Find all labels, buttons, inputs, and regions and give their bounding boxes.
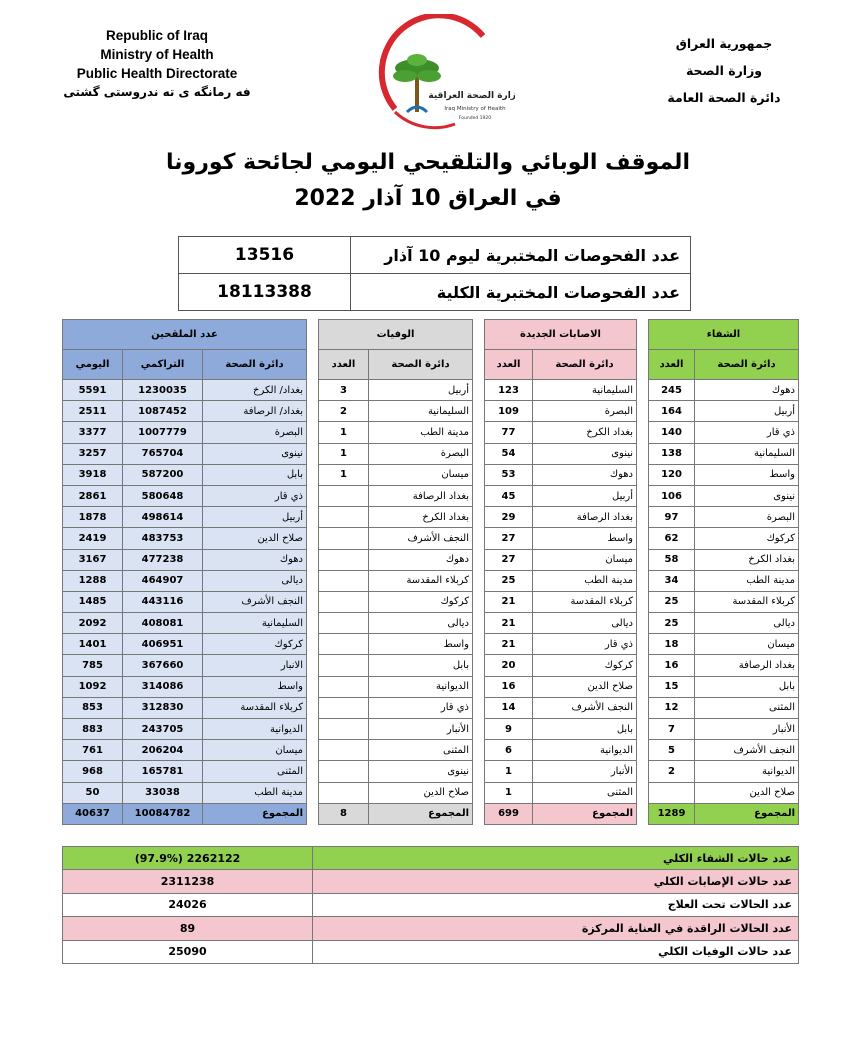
table-row <box>63 782 799 803</box>
new-cases-count-cell: 53 <box>485 464 533 485</box>
under-treatment-label: عدد الحالات تحت العلاج <box>313 893 799 916</box>
deaths-dept-cell: ميسان <box>369 464 473 485</box>
total-deaths-label: عدد حالات الوفيات الكلي <box>313 940 799 963</box>
new-cases-count-cell: 16 <box>485 676 533 697</box>
recovered-count-cell: 5 <box>649 740 695 761</box>
deaths-dept-cell: ديالى <box>369 613 473 634</box>
vaccinated-cumulative-cell: 443116 <box>123 591 203 612</box>
table-row <box>63 485 799 506</box>
vaccinated-daily-header: اليومي <box>63 350 123 380</box>
total-deaths-value: 25090 <box>63 940 313 963</box>
recovered-dept-cell: نينوى <box>695 485 799 506</box>
recovered-count-cell: 34 <box>649 570 695 591</box>
header-right-line: دائرة الصحة العامة <box>667 90 781 105</box>
recovered-section-title: الشفاء <box>649 320 799 350</box>
icu-value: 89 <box>63 917 313 940</box>
vaccinated-cumulative-cell: 1087452 <box>123 401 203 422</box>
vaccinated-cumulative-cell: 765704 <box>123 443 203 464</box>
new-cases-dept-cell: ذي قار <box>533 634 637 655</box>
deaths-count-cell <box>319 485 369 506</box>
deaths-dept-cell: أربيل <box>369 380 473 401</box>
main-statistics-table <box>62 319 799 825</box>
recovered-total-label: المجموع <box>695 803 799 824</box>
vaccinated-cumulative-cell: 314086 <box>123 676 203 697</box>
vaccinated-cumulative-cell: 477238 <box>123 549 203 570</box>
new-cases-section-title: الاصابات الجديدة <box>485 320 637 350</box>
recovered-count-cell <box>649 782 695 803</box>
vaccinated-cumulative-cell: 1230035 <box>123 380 203 401</box>
recovered-count-cell: 140 <box>649 422 695 443</box>
new-cases-dept-cell: مدينة الطب <box>533 570 637 591</box>
recovered-total: 1289 <box>649 803 695 824</box>
vaccinated-cumulative-cell: 1007779 <box>123 422 203 443</box>
recovered-dept-cell: بغداد الكرخ <box>695 549 799 570</box>
tests-daily-row <box>179 237 691 274</box>
vaccinated-total-label: المجموع <box>203 803 307 824</box>
deaths-dept-cell: النجف الأشرف <box>369 528 473 549</box>
table-row <box>63 591 799 612</box>
new-cases-count-cell: 109 <box>485 401 533 422</box>
new-cases-count-cell: 6 <box>485 740 533 761</box>
deaths-count-cell <box>319 570 369 591</box>
vaccinated-dept-cell: بابل <box>203 464 307 485</box>
new-cases-dept-cell: كربلاء المقدسة <box>533 591 637 612</box>
tests-total-label: عدد الفحوصات المختبرية الكلية <box>351 274 691 311</box>
vaccinated-dept-cell: واسط <box>203 676 307 697</box>
header-left-line: Public Health Directorate <box>76 66 238 81</box>
recovered-count-cell: 15 <box>649 676 695 697</box>
new-cases-count-cell: 27 <box>485 528 533 549</box>
deaths-count-cell <box>319 740 369 761</box>
vaccinated-dept-cell: النجف الأشرف <box>203 591 307 612</box>
vaccinated-dept-cell: ذي قار <box>203 485 307 506</box>
deaths-count-cell <box>319 655 369 676</box>
new-cases-dept-cell: واسط <box>533 528 637 549</box>
vaccinated-dept-cell: المثنى <box>203 761 307 782</box>
vaccinated-cumulative-cell: 587200 <box>123 464 203 485</box>
new-cases-dept-header: دائرة الصحة <box>533 350 637 380</box>
vaccinated-daily-cell: 3167 <box>63 549 123 570</box>
vaccinated-cumulative-cell: 580648 <box>123 485 203 506</box>
table-row <box>63 401 799 422</box>
table-row <box>63 676 799 697</box>
new-cases-dept-cell: الديوانية <box>533 740 637 761</box>
new-cases-count-cell: 123 <box>485 380 533 401</box>
vaccinated-cumulative-cell: 165781 <box>123 761 203 782</box>
new-cases-dept-cell: ميسان <box>533 549 637 570</box>
deaths-count-cell <box>319 719 369 740</box>
deaths-count-cell: 2 <box>319 401 369 422</box>
recovered-dept-cell: صلاح الدين <box>695 782 799 803</box>
recovered-dept-header: دائرة الصحة <box>695 350 799 380</box>
summary-row <box>63 893 799 916</box>
logo-english-text: Iraq Ministry of Health <box>444 106 506 112</box>
deaths-count-cell <box>319 634 369 655</box>
deaths-count-cell: 1 <box>319 422 369 443</box>
total-recovered-label: عدد حالات الشفاء الكلي <box>313 847 799 870</box>
deaths-dept-header: دائرة الصحة <box>369 350 473 380</box>
recovered-dept-cell: الأنبار <box>695 719 799 740</box>
recovered-dept-cell: البصرة <box>695 507 799 528</box>
new-cases-dept-cell: صلاح الدين <box>533 676 637 697</box>
new-cases-count-cell: 25 <box>485 570 533 591</box>
vaccinated-section-title: عدد الملقحين <box>63 320 307 350</box>
deaths-count-cell <box>319 528 369 549</box>
vaccinated-daily-cell: 1092 <box>63 676 123 697</box>
recovered-dept-cell: بابل <box>695 676 799 697</box>
vaccinated-daily-cell: 2511 <box>63 401 123 422</box>
logo-year-text: Founded 1920 <box>458 116 492 121</box>
new-cases-count-cell: 54 <box>485 443 533 464</box>
table-row <box>63 464 799 485</box>
vaccinated-dept-cell: الانبار <box>203 655 307 676</box>
recovered-count-header: العدد <box>649 350 695 380</box>
vaccinated-cumulative-cell: 367660 <box>123 655 203 676</box>
recovered-dept-cell: كركوك <box>695 528 799 549</box>
vaccinated-daily-cell: 1401 <box>63 634 123 655</box>
table-row <box>63 761 799 782</box>
new-cases-count-cell: 20 <box>485 655 533 676</box>
summary-row <box>63 917 799 940</box>
new-cases-dept-cell: السليمانية <box>533 380 637 401</box>
section-title-row <box>63 320 799 350</box>
vaccinated-dept-cell: ميسان <box>203 740 307 761</box>
table-row <box>63 655 799 676</box>
recovered-count-cell: 25 <box>649 591 695 612</box>
logo-arabic-text: وزارة الصحة العراقية <box>428 91 515 101</box>
header-left-line: Republic of Iraq <box>105 28 208 43</box>
recovered-count-cell: 106 <box>649 485 695 506</box>
vaccinated-dept-cell: أربيل <box>203 507 307 528</box>
vaccinated-daily-cell: 2861 <box>63 485 123 506</box>
deaths-count-cell: 3 <box>319 380 369 401</box>
table-row <box>63 613 799 634</box>
new-cases-dept-cell: الأنبار <box>533 761 637 782</box>
vaccinated-daily-cell: 1878 <box>63 507 123 528</box>
recovered-count-cell: 12 <box>649 697 695 718</box>
new-cases-count-cell: 27 <box>485 549 533 570</box>
new-cases-count-cell: 77 <box>485 422 533 443</box>
deaths-total-label: المجموع <box>369 803 473 824</box>
tests-daily-value: 13516 <box>179 237 351 274</box>
table-row <box>63 380 799 401</box>
recovered-dept-cell: دهوك <box>695 380 799 401</box>
deaths-count-cell: 1 <box>319 443 369 464</box>
vaccinated-daily-total: 40637 <box>63 803 123 824</box>
recovered-count-cell: 16 <box>649 655 695 676</box>
vaccinated-dept-cell: ديالى <box>203 570 307 591</box>
new-cases-dept-cell: كركوك <box>533 655 637 676</box>
new-cases-dept-cell: ديالى <box>533 613 637 634</box>
deaths-dept-cell: ذي قار <box>369 697 473 718</box>
deaths-section-title: الوفيات <box>319 320 473 350</box>
recovered-count-cell: 245 <box>649 380 695 401</box>
summary-row <box>63 940 799 963</box>
new-cases-dept-cell: المثنى <box>533 782 637 803</box>
total-recovered-value: (97.9%) 2262122 <box>63 847 313 870</box>
new-cases-count-cell: 21 <box>485 613 533 634</box>
vaccinated-daily-cell: 968 <box>63 761 123 782</box>
vaccinated-dept-cell: مدينة الطب <box>203 782 307 803</box>
summary-row <box>63 870 799 893</box>
page-title: الموقف الوبائي والتلقيحي اليومي لجائحة كورونا <box>166 150 690 175</box>
vaccinated-cumulative-cell: 206204 <box>123 740 203 761</box>
recovered-count-cell: 2 <box>649 761 695 782</box>
recovered-count-cell: 62 <box>649 528 695 549</box>
new-cases-count-header: العدد <box>485 350 533 380</box>
recovered-dept-cell: السليمانية <box>695 443 799 464</box>
vaccinated-cumulative-cell: 243705 <box>123 719 203 740</box>
tests-summary-table <box>178 236 691 311</box>
vaccinated-dept-cell: بغداد/ الكرخ <box>203 380 307 401</box>
new-cases-count-cell: 45 <box>485 485 533 506</box>
deaths-count-cell <box>319 697 369 718</box>
new-cases-count-cell: 21 <box>485 634 533 655</box>
new-cases-dept-cell: أربيل <box>533 485 637 506</box>
deaths-dept-cell: بغداد الرصافة <box>369 485 473 506</box>
deaths-dept-cell: الأنبار <box>369 719 473 740</box>
vaccinated-daily-cell: 883 <box>63 719 123 740</box>
deaths-dept-cell: المثنى <box>369 740 473 761</box>
deaths-dept-cell: واسط <box>369 634 473 655</box>
deaths-dept-cell: كربلاء المقدسة <box>369 570 473 591</box>
recovered-count-cell: 58 <box>649 549 695 570</box>
recovered-count-cell: 97 <box>649 507 695 528</box>
recovered-dept-cell: النجف الأشرف <box>695 740 799 761</box>
table-row <box>63 549 799 570</box>
recovered-count-cell: 120 <box>649 464 695 485</box>
vaccinated-dept-cell: صلاح الدين <box>203 528 307 549</box>
new-cases-dept-cell: البصرة <box>533 401 637 422</box>
vaccinated-cumulative-cell: 33038 <box>123 782 203 803</box>
table-row <box>63 719 799 740</box>
recovered-dept-cell: المثنى <box>695 697 799 718</box>
vaccinated-cumulative-cell: 408081 <box>123 613 203 634</box>
vaccinated-cumulative-header: التراكمي <box>123 350 203 380</box>
vaccinated-dept-cell: دهوك <box>203 549 307 570</box>
vaccinated-cumulative-cell: 498614 <box>123 507 203 528</box>
new-cases-count-cell: 1 <box>485 782 533 803</box>
vaccinated-daily-cell: 1485 <box>63 591 123 612</box>
tests-total-value: 18113388 <box>179 274 351 311</box>
vaccinated-cumulative-total: 10084782 <box>123 803 203 824</box>
new-cases-dept-cell: النجف الأشرف <box>533 697 637 718</box>
deaths-count-cell <box>319 591 369 612</box>
vaccinated-daily-cell: 3377 <box>63 422 123 443</box>
deaths-count-cell <box>319 761 369 782</box>
header-left <box>62 26 252 102</box>
table-row <box>63 507 799 528</box>
deaths-dept-cell: البصرة <box>369 443 473 464</box>
vaccinated-cumulative-cell: 483753 <box>123 528 203 549</box>
recovered-count-cell: 164 <box>649 401 695 422</box>
vaccinated-cumulative-cell: 464907 <box>123 570 203 591</box>
deaths-dept-cell: صلاح الدين <box>369 782 473 803</box>
deaths-dept-cell: دهوك <box>369 549 473 570</box>
header-right-line: جمهورية العراق <box>675 36 773 51</box>
deaths-count-header: العدد <box>319 350 369 380</box>
table-row <box>63 740 799 761</box>
table-row <box>63 634 799 655</box>
table-row <box>63 697 799 718</box>
vaccinated-cumulative-cell: 312830 <box>123 697 203 718</box>
deaths-dept-cell: الديوانية <box>369 676 473 697</box>
tests-total-row <box>179 274 691 311</box>
vaccinated-daily-cell: 1288 <box>63 570 123 591</box>
recovered-dept-cell: مدينة الطب <box>695 570 799 591</box>
vaccinated-daily-cell: 761 <box>63 740 123 761</box>
vaccinated-dept-cell: البصرة <box>203 422 307 443</box>
new-cases-count-cell: 9 <box>485 719 533 740</box>
recovered-dept-cell: أربيل <box>695 401 799 422</box>
new-cases-dept-cell: دهوك <box>533 464 637 485</box>
vaccinated-dept-cell: السليمانية <box>203 613 307 634</box>
page-subtitle: في العراق 10 آذار 2022 <box>294 186 562 211</box>
new-cases-total: 699 <box>485 803 533 824</box>
deaths-dept-cell: السليمانية <box>369 401 473 422</box>
recovered-count-cell: 138 <box>649 443 695 464</box>
deaths-dept-cell: كركوك <box>369 591 473 612</box>
new-cases-total-label: المجموع <box>533 803 637 824</box>
new-cases-dept-cell: نينوى <box>533 443 637 464</box>
deaths-count-cell <box>319 676 369 697</box>
tests-daily-label: عدد الفحوصات المختبرية ليوم 10 آذار <box>351 237 691 274</box>
total-cases-label: عدد حالات الإصابات الكلي <box>313 870 799 893</box>
totals-row <box>63 803 799 824</box>
column-header-row <box>63 350 799 380</box>
recovered-dept-cell: ميسان <box>695 634 799 655</box>
vaccinated-dept-header: دائرة الصحة <box>203 350 307 380</box>
new-cases-count-cell: 29 <box>485 507 533 528</box>
new-cases-dept-cell: بغداد الرصافة <box>533 507 637 528</box>
table-row <box>63 570 799 591</box>
deaths-count-cell <box>319 613 369 634</box>
total-cases-value: 2311238 <box>63 870 313 893</box>
deaths-dept-cell: مدينة الطب <box>369 422 473 443</box>
vaccinated-daily-cell: 785 <box>63 655 123 676</box>
vaccinated-dept-cell: كربلاء المقدسة <box>203 697 307 718</box>
table-row <box>63 443 799 464</box>
icu-label: عدد الحالات الراقدة في العناية المركزة <box>313 917 799 940</box>
vaccinated-daily-cell: 2092 <box>63 613 123 634</box>
vaccinated-daily-cell: 3257 <box>63 443 123 464</box>
table-row <box>63 528 799 549</box>
deaths-dept-cell: نينوى <box>369 761 473 782</box>
header-left-line: Ministry of Health <box>100 47 214 62</box>
deaths-count-cell <box>319 782 369 803</box>
new-cases-count-cell: 21 <box>485 591 533 612</box>
overall-summary-table <box>62 846 799 964</box>
deaths-count-cell <box>319 549 369 570</box>
recovered-dept-cell: ديالى <box>695 613 799 634</box>
deaths-count-cell <box>319 507 369 528</box>
new-cases-dept-cell: بابل <box>533 719 637 740</box>
recovered-count-cell: 18 <box>649 634 695 655</box>
under-treatment-value: 24026 <box>63 893 313 916</box>
table-row <box>63 422 799 443</box>
recovered-dept-cell: كربلاء المقدسة <box>695 591 799 612</box>
recovered-dept-cell: ذي قار <box>695 422 799 443</box>
summary-row <box>63 847 799 870</box>
vaccinated-daily-cell: 5591 <box>63 380 123 401</box>
vaccinated-daily-cell: 50 <box>63 782 123 803</box>
deaths-count-cell: 1 <box>319 464 369 485</box>
header-right-line: وزارة الصحة <box>685 63 763 78</box>
ministry-logo <box>355 14 515 134</box>
recovered-dept-cell: واسط <box>695 464 799 485</box>
vaccinated-dept-cell: بغداد/ الرصافة <box>203 401 307 422</box>
recovered-count-cell: 25 <box>649 613 695 634</box>
new-cases-count-cell: 14 <box>485 697 533 718</box>
vaccinated-dept-cell: كركوك <box>203 634 307 655</box>
vaccinated-dept-cell: نينوى <box>203 443 307 464</box>
vaccinated-daily-cell: 3918 <box>63 464 123 485</box>
new-cases-count-cell: 1 <box>485 761 533 782</box>
recovered-count-cell: 7 <box>649 719 695 740</box>
deaths-dept-cell: بغداد الكرخ <box>369 507 473 528</box>
header-right <box>644 30 804 111</box>
vaccinated-daily-cell: 853 <box>63 697 123 718</box>
deaths-total: 8 <box>319 803 369 824</box>
table-body <box>63 380 799 804</box>
deaths-dept-cell: بابل <box>369 655 473 676</box>
recovered-dept-cell: الديوانية <box>695 761 799 782</box>
vaccinated-dept-cell: الديوانية <box>203 719 307 740</box>
recovered-dept-cell: بغداد الرصافة <box>695 655 799 676</box>
new-cases-dept-cell: بغداد الكرخ <box>533 422 637 443</box>
vaccinated-cumulative-cell: 406951 <box>123 634 203 655</box>
vaccinated-daily-cell: 2419 <box>63 528 123 549</box>
header-left-line: فه رمانگه ی ته ندروستی گشتی <box>63 85 251 99</box>
